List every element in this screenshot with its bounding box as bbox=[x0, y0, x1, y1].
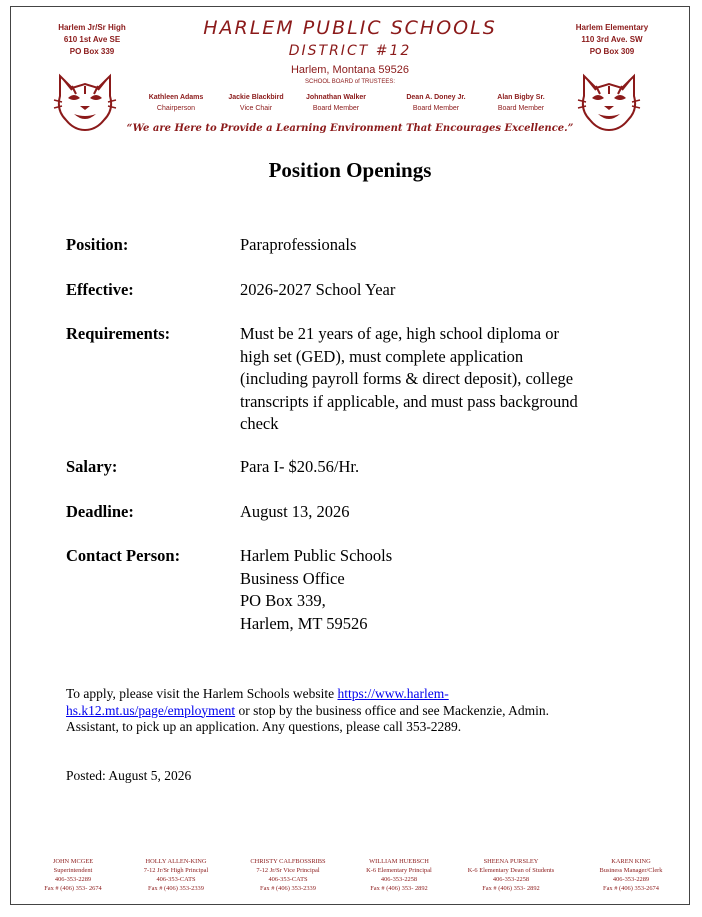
employment-link-part2[interactable]: hs.k12.mt.us/page/employment bbox=[66, 702, 236, 718]
apply-intro: To apply, please visit the Harlem Schools website bbox=[66, 686, 338, 701]
district-motto: “We are Here to Provide a Learning Environment That Encourages Excellence.” bbox=[126, 123, 574, 134]
field-value: Paraprofessionals bbox=[240, 235, 357, 254]
staff-name: WILLIAM HUEBSCH bbox=[369, 858, 429, 865]
contact-line: Harlem, MT 59526 bbox=[240, 613, 368, 633]
apply-line3: Assistant, to pick up an application. Any questions, please call 353-2289. bbox=[66, 719, 462, 734]
school-address: 610 1st Ave SE bbox=[63, 35, 121, 44]
trustee-role: Board Member bbox=[312, 105, 360, 112]
requirement-line: (including payroll forms & direct deposit), college bbox=[240, 369, 574, 388]
apply-after-link: or stop by the business office and see Mackenzie, Admin. bbox=[235, 702, 550, 718]
field-label: Deadline: bbox=[66, 502, 134, 521]
contact-line: Harlem Public Schools bbox=[240, 546, 393, 565]
staff-fax: Fax # (406) 353- 2892 bbox=[370, 885, 428, 892]
requirement-line: Must be 21 years of age, high school diploma or bbox=[240, 324, 559, 343]
requirement-line: high set (GED), must complete application bbox=[240, 346, 524, 366]
trustee bbox=[296, 92, 376, 114]
field-value: August 13, 2026 bbox=[240, 502, 350, 521]
school-name: Harlem Jr/Sr High bbox=[58, 23, 126, 32]
district-number: DISTRICT #12 bbox=[288, 43, 412, 59]
posted-date: Posted: August 5, 2026 bbox=[66, 768, 192, 783]
staff-phone: 406-353-CATS bbox=[156, 876, 196, 883]
board-label: SCHOOL BOARD of TRUSTEES: bbox=[304, 79, 396, 85]
staff-title: 7-12 Jr/Sr High Principal bbox=[143, 867, 209, 874]
trustee-role: Vice Chair bbox=[239, 105, 273, 112]
staff-name: SHEENA PURSLEY bbox=[483, 858, 539, 865]
district-city: Harlem, Montana 59526 bbox=[290, 64, 409, 76]
staff-phone: 406-353-CATS bbox=[268, 876, 308, 883]
footer-contact bbox=[339, 857, 459, 893]
school-address: 110 3rd Ave. SW bbox=[581, 35, 643, 44]
staff-fax: Fax # (406) 353-2339 bbox=[260, 885, 316, 892]
requirement-line: transcripts if applicable, and must pass background bbox=[240, 391, 578, 411]
school-po-box: PO Box 309 bbox=[589, 47, 635, 56]
field-label: Contact Person: bbox=[66, 546, 181, 565]
trustee-name: Dean A. Doney Jr. bbox=[406, 94, 466, 101]
trustee-name: Jackie Blackbird bbox=[228, 94, 284, 101]
staff-title: K-6 Elementary Dean of Students bbox=[467, 867, 555, 874]
staff-phone: 406-353-2258 bbox=[492, 876, 530, 883]
field-value: Para I- $20.56/Hr. bbox=[240, 457, 360, 476]
employment-link-part1[interactable]: https://www.harlem- bbox=[337, 686, 449, 701]
staff-title: K-6 Elementary Principal bbox=[366, 867, 432, 874]
trustee-role: Chairperson bbox=[156, 105, 196, 112]
contact-line: PO Box 339, bbox=[240, 591, 326, 610]
staff-name: JOHN MCGEE bbox=[52, 858, 94, 865]
trustee bbox=[216, 92, 296, 114]
school-po-box: PO Box 339 bbox=[69, 47, 115, 56]
staff-fax: Fax # (406) 353- 2892 bbox=[482, 885, 540, 892]
staff-title: 7-12 Jr/Sr Vice Principal bbox=[256, 867, 320, 874]
staff-fax: Fax # (406) 353-2674 bbox=[603, 885, 659, 892]
staff-fax: Fax # (406) 353- 2674 bbox=[44, 885, 102, 892]
staff-name: HOLLY ALLEN-KING bbox=[145, 858, 207, 865]
page-title: Position Openings bbox=[268, 158, 432, 182]
field-label: Salary: bbox=[66, 457, 118, 476]
staff-title: Business Manager/Clerk bbox=[599, 867, 663, 874]
contact-line: Business Office bbox=[240, 568, 345, 588]
trustee-name: Johnathan Walker bbox=[305, 94, 367, 101]
apply-instructions bbox=[66, 686, 606, 736]
district-title: HARLEM PUBLIC SCHOOLS bbox=[203, 17, 497, 39]
field-value: 2026-2027 School Year bbox=[240, 280, 396, 299]
trustee bbox=[136, 92, 216, 114]
field-value bbox=[240, 323, 640, 436]
footer-contact bbox=[571, 857, 691, 893]
trustee bbox=[481, 92, 561, 114]
trustee-role: Board Member bbox=[497, 105, 545, 112]
footer-contact bbox=[451, 857, 571, 893]
footer-contact bbox=[116, 857, 236, 893]
requirement-line: check bbox=[240, 414, 279, 433]
staff-name: KAREN KING bbox=[611, 858, 651, 865]
jr-sr-high-address-block bbox=[40, 22, 144, 58]
school-name: Harlem Elementary bbox=[575, 23, 649, 32]
staff-phone: 406-353-2289 bbox=[54, 876, 92, 883]
staff-fax: Fax # (406) 353-2339 bbox=[148, 885, 204, 892]
footer-contact bbox=[13, 857, 133, 893]
field-label: Effective: bbox=[66, 280, 134, 299]
staff-phone: 406-353-2289 bbox=[612, 876, 650, 883]
staff-name: CHRISTY CALFBOSSRIBS bbox=[250, 858, 326, 865]
field-label: Requirements: bbox=[66, 324, 171, 343]
trustee-name: Alan Bigby Sr. bbox=[497, 94, 545, 101]
field-label: Position: bbox=[66, 235, 129, 254]
trustee-role: Board Member bbox=[412, 105, 460, 112]
staff-phone: 406-353-2258 bbox=[380, 876, 418, 883]
trustee-name: Kathleen Adams bbox=[148, 94, 204, 101]
trustee bbox=[396, 92, 476, 114]
footer-contact bbox=[228, 857, 348, 893]
staff-title: Superintendent bbox=[53, 867, 93, 874]
elementary-address-block bbox=[560, 22, 664, 58]
field-value bbox=[240, 545, 640, 635]
